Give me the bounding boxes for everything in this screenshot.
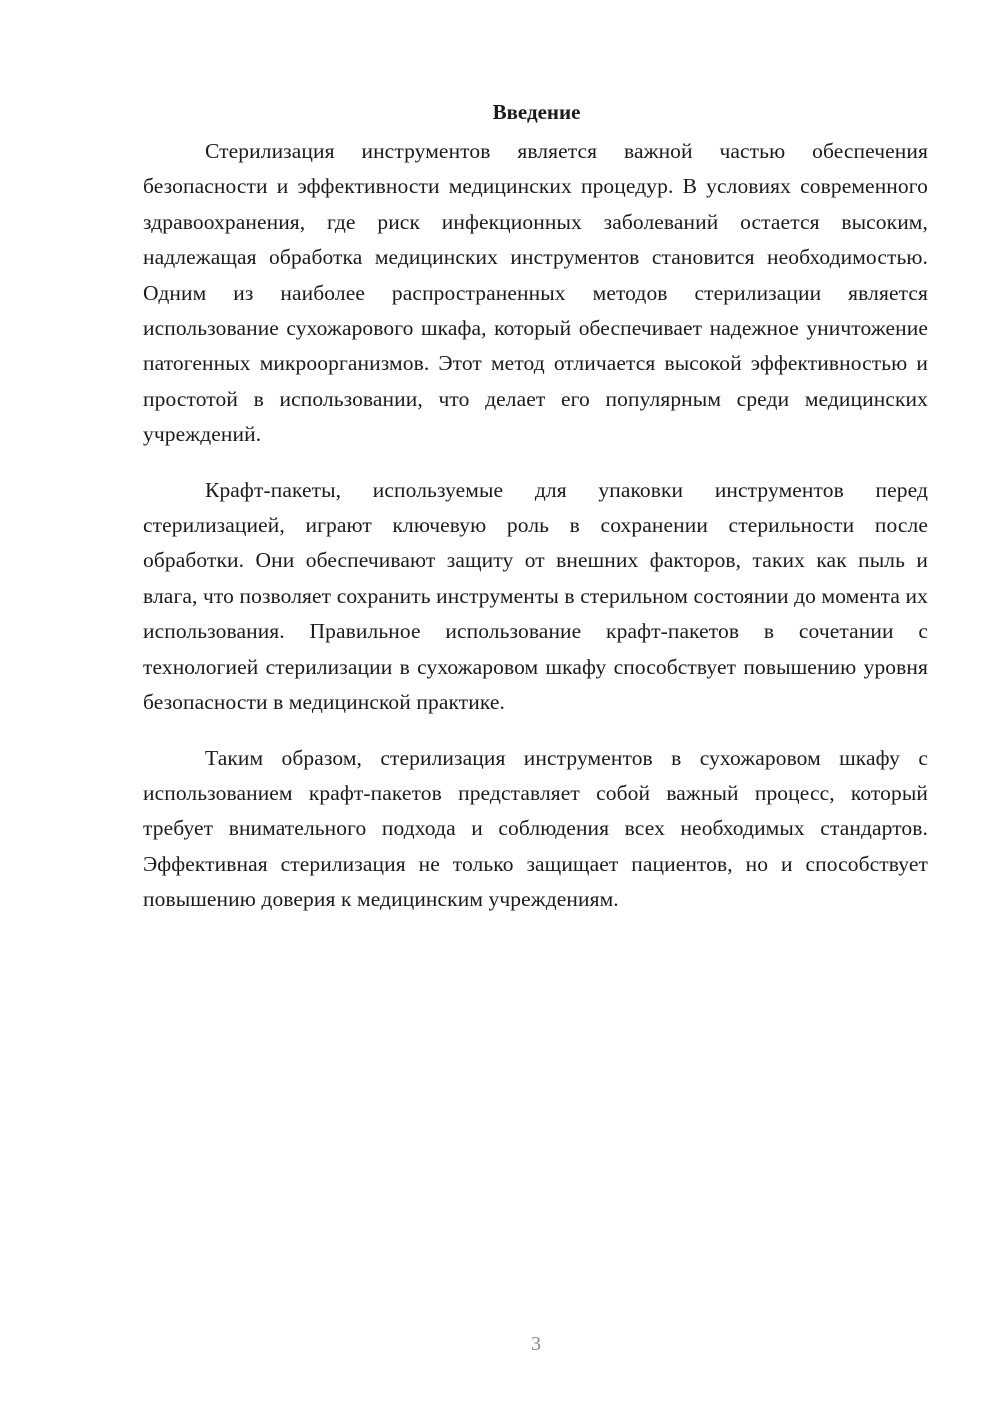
paragraph-2: Крафт-пакеты, используемые для упаковки инструментов перед стерилизацией, играют ключевую роль в сохранении стерильности после обработки. Они обеспечивают защиту от внешних факторов, таких как пыль и влага, что позволяет сохранить инструменты в стерильном состоянии до момента их использования. Правильное использование крафт-пакетов в сочетании с технологией стерилизации в сухожаровом шкафу способствует повышению уровня безопасности в медицинской практике.	[143, 477, 928, 715]
paragraph-3: Таким образом, стерилизация инструментов в сухожаровом шкафу с использованием крафт-пакетов представляет собой важный процесс, который требует внимательного подхода и соблюдения всех необходимых стандартов. Эффективная стерилизация не только защищает пациентов, но и способствует повышению доверия к медицинским учреждениям.	[143, 745, 928, 912]
page-number: 3	[531, 1333, 541, 1355]
paragraph-1: Стерилизация инструментов является важной частью обеспечения безопасности и эффективности медицинских процедур. В условиях современного здравоохранения, где риск инфекционных заболеваний остается высоким, надлежащая обработка медицинских инструментов становится необходимостью. Одним из наиболее распространенных методов стерилизации является использование сухожарового шкафа, который обеспечивает надежное уничтожение патогенных микроорганизмов. Этот метод отличается высокой эффективностью и простотой в использовании, что делает его популярным среди медицинских учреждений.	[143, 139, 928, 447]
section-heading: Введение	[492, 100, 581, 124]
page-content	[143, 98, 928, 938]
